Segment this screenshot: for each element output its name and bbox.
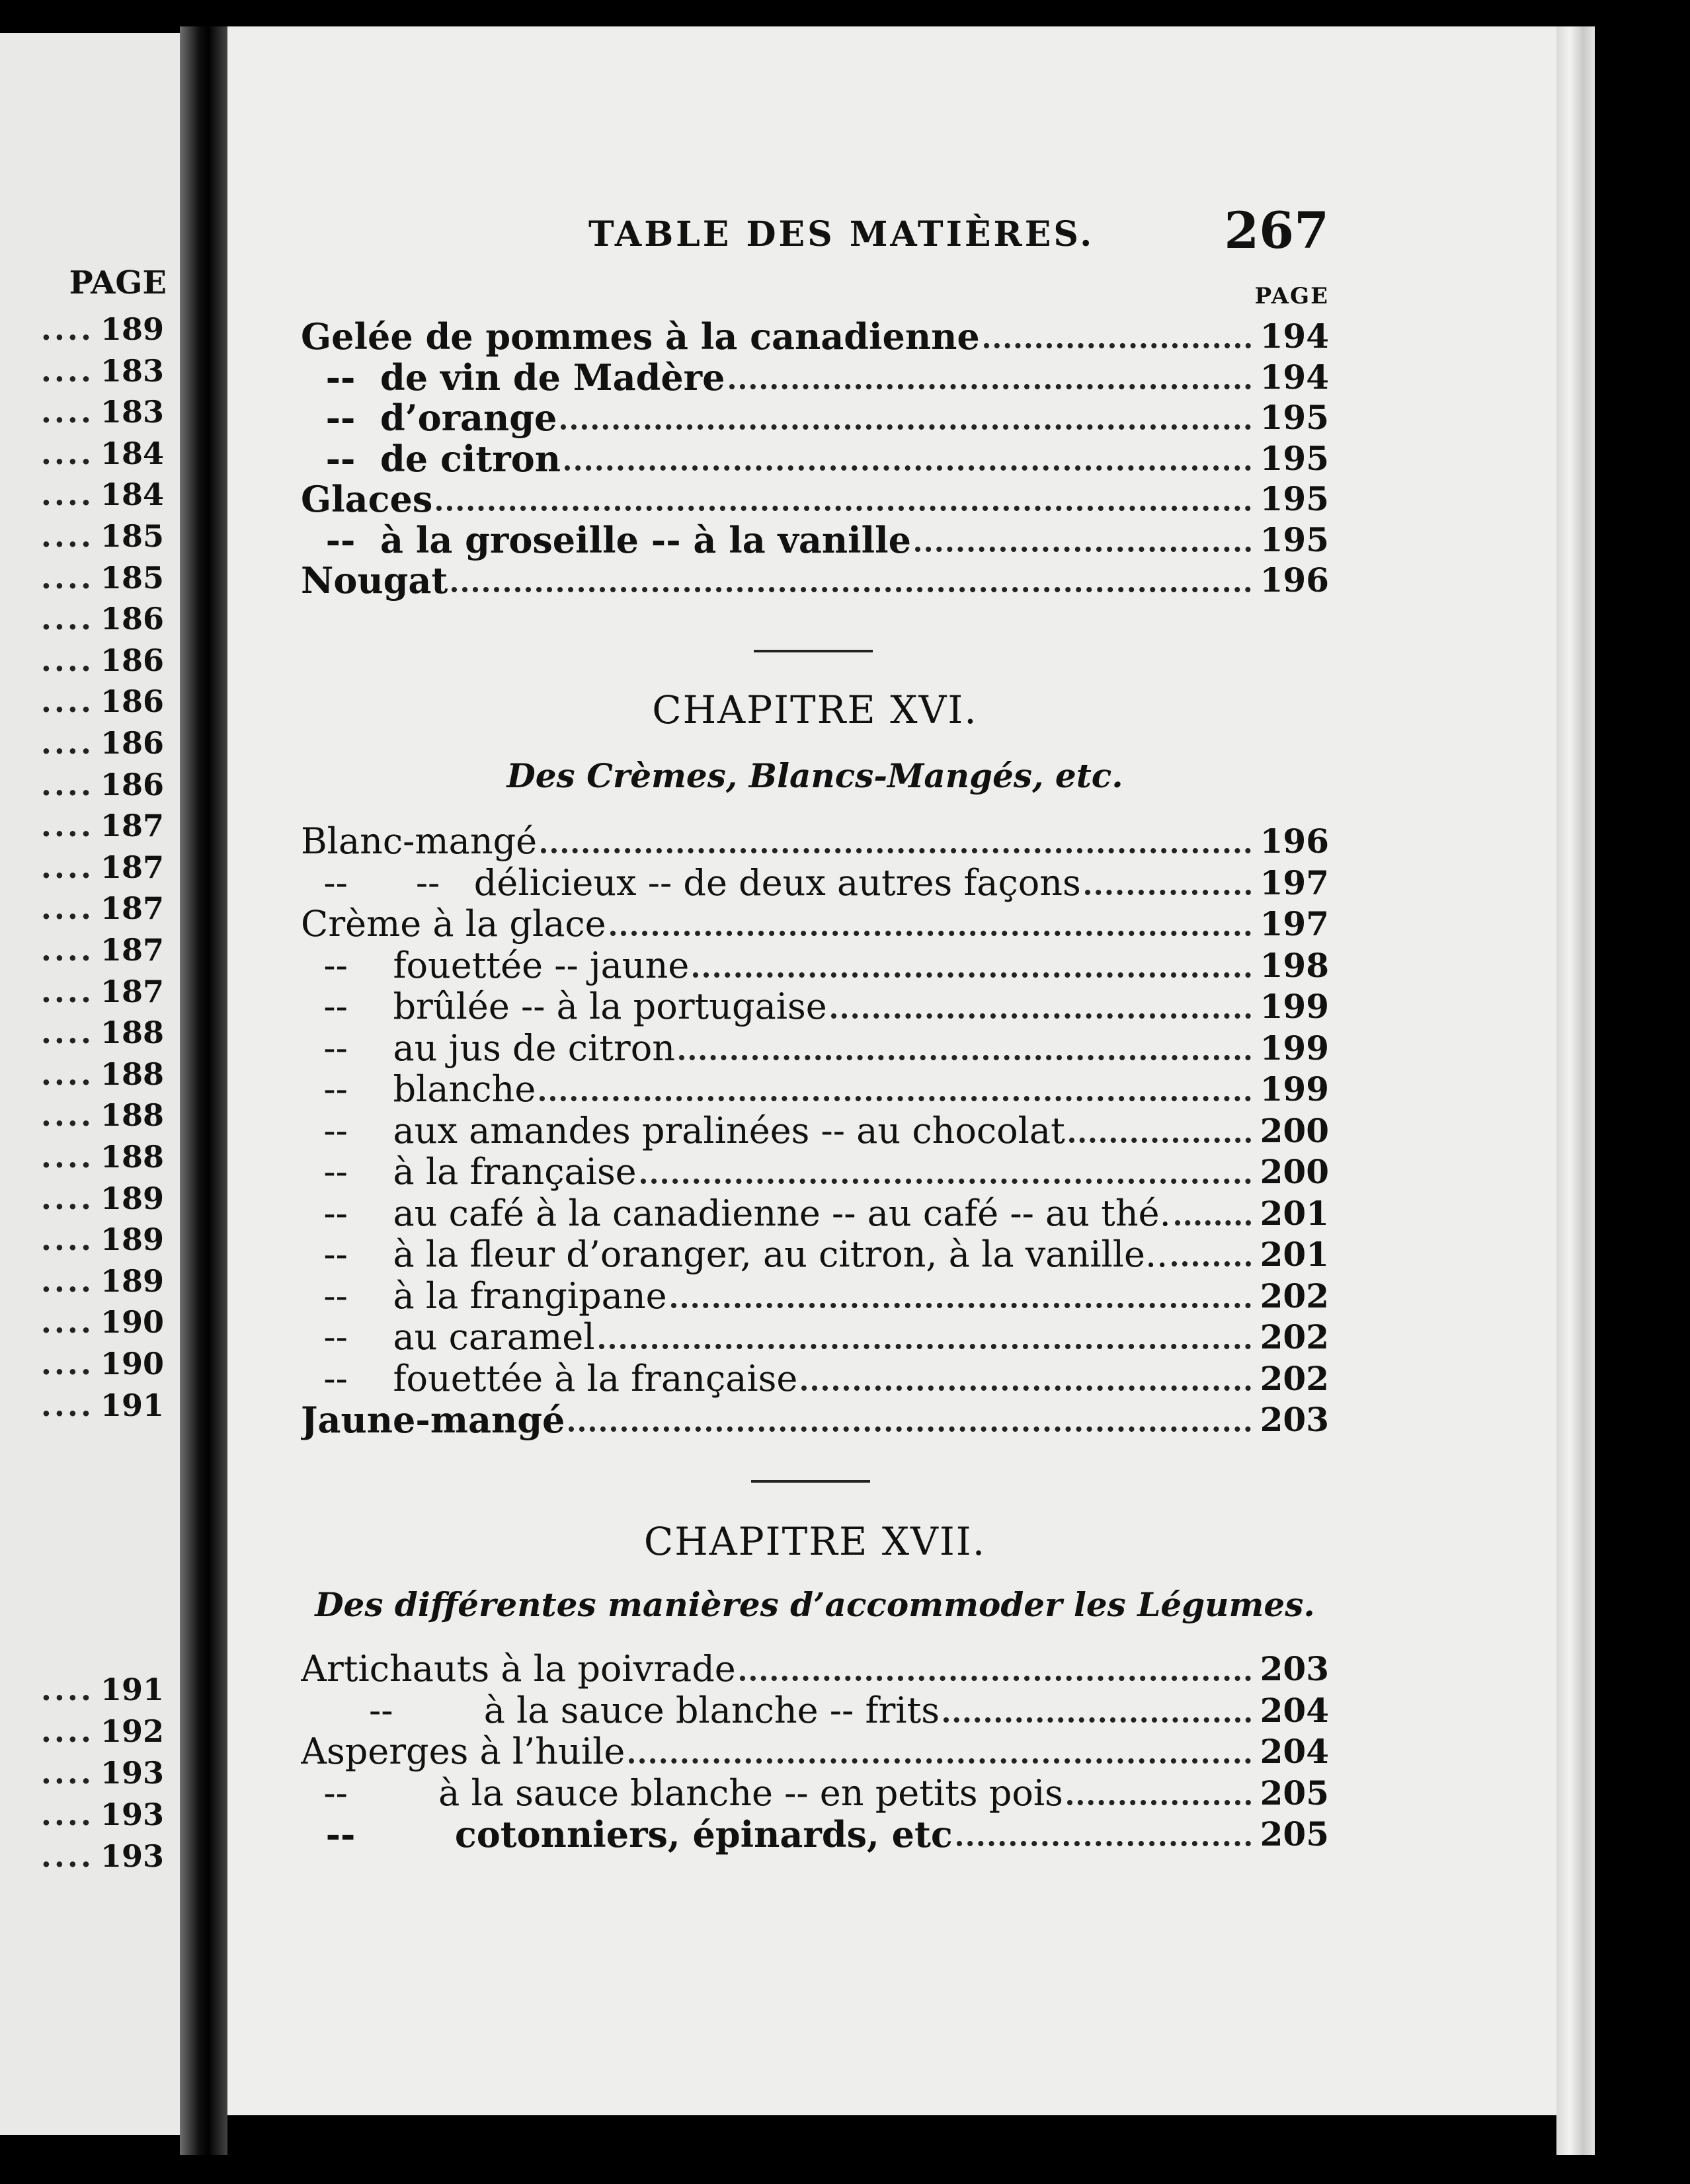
page-number: 267 xyxy=(1224,201,1329,260)
toc-entry-label: -- au caramel xyxy=(301,1317,595,1358)
dot-leader xyxy=(452,587,1250,592)
dot-leader: .... xyxy=(40,1222,94,1258)
toc-entry xyxy=(301,520,1329,561)
toc-entry-label: -- aux amandes pralinées -- au chocolat xyxy=(301,1110,1065,1151)
left-page-number: 186 xyxy=(100,642,164,678)
left-page-entry xyxy=(0,600,164,637)
page-header xyxy=(301,201,1329,274)
chapter-16-subtitle: Des Crèmes, Blancs-Mangés, etc. xyxy=(506,756,1123,795)
toc-entry xyxy=(301,1358,1329,1399)
dot-leader: .... xyxy=(40,477,94,513)
toc-entry-label: -- fouettée -- jaune xyxy=(301,945,690,986)
dot-leader xyxy=(641,1179,1251,1184)
toc-entry xyxy=(301,1649,1329,1690)
left-page-number: 192 xyxy=(100,1713,164,1749)
toc-entry-label: Artichauts à la poivrade xyxy=(301,1649,736,1690)
toc-entry xyxy=(301,479,1329,520)
dot-leader xyxy=(984,343,1251,348)
left-page-entry xyxy=(0,890,164,927)
left-page-number: 193 xyxy=(100,1755,164,1791)
toc-entry-label: -- au jus de citron xyxy=(301,1027,676,1069)
dot-leader xyxy=(679,1055,1251,1060)
toc-entry xyxy=(301,1773,1329,1814)
left-page-entry xyxy=(0,518,164,555)
left-page-entry xyxy=(0,1713,164,1750)
left-page-entry xyxy=(0,1263,164,1300)
left-page-number: 189 xyxy=(100,311,164,347)
toc-entry-label: -- blanche xyxy=(301,1069,536,1110)
dot-leader xyxy=(693,972,1250,978)
chapter-17-subtitle: Des différentes manières d’accommoder les Légumes. xyxy=(315,1585,1315,1624)
toc-entry xyxy=(301,1690,1329,1731)
toc-entry-page: 197 xyxy=(1260,863,1329,902)
dot-leader: .... xyxy=(40,1346,94,1382)
left-page-entry xyxy=(0,1796,164,1833)
dot-leader xyxy=(436,506,1250,511)
dot-leader: .... xyxy=(40,435,94,471)
left-page-number: 186 xyxy=(100,766,164,802)
toc-entry xyxy=(301,904,1329,945)
left-page-number: 186 xyxy=(100,725,164,761)
left-page-entry xyxy=(0,1838,164,1875)
toc-entry-page: 195 xyxy=(1260,438,1329,478)
dot-leader: .... xyxy=(40,311,94,347)
dot-leader: .... xyxy=(40,766,94,802)
dot-leader: .... xyxy=(40,1755,94,1791)
page-edge xyxy=(1556,26,1595,2155)
left-page-entry xyxy=(0,311,164,348)
left-page-number: 188 xyxy=(100,1056,164,1092)
left-page-number: 183 xyxy=(100,394,164,430)
left-facing-page xyxy=(0,33,180,2135)
left-page-entry xyxy=(0,807,164,844)
dot-leader: .... xyxy=(40,1180,94,1216)
dot-leader: .... xyxy=(40,394,94,430)
toc-entry-page: 195 xyxy=(1260,398,1329,437)
dot-leader xyxy=(1175,1220,1251,1226)
toc-entry-label: -- d’orange xyxy=(301,397,557,438)
dot-leader: .... xyxy=(40,1672,94,1707)
dot-leader xyxy=(540,1096,1250,1101)
dot-leader xyxy=(541,848,1251,853)
left-page-entry xyxy=(0,766,164,803)
left-page-entry xyxy=(0,393,164,430)
left-page-number: 191 xyxy=(100,1672,164,1707)
left-page-heading: PAGE xyxy=(69,264,167,301)
toc-entry-label: -- de citron xyxy=(301,438,561,479)
running-head: TABLE DES MATIÈRES. xyxy=(588,214,1095,254)
section-divider xyxy=(751,1480,870,1483)
dot-leader: .... xyxy=(40,932,94,968)
left-page-number: 191 xyxy=(100,1387,164,1423)
dot-leader: .... xyxy=(40,1056,94,1092)
left-page-number: 183 xyxy=(100,352,164,389)
dot-leader: .... xyxy=(40,1263,94,1299)
toc-entry-label: Jaune-mangé xyxy=(301,1399,565,1440)
toc-entry-page: 196 xyxy=(1260,561,1329,600)
left-page-entry xyxy=(0,1097,164,1134)
toc-entry xyxy=(301,863,1329,904)
left-page-entry xyxy=(0,352,164,389)
left-page-entry xyxy=(0,1221,164,1258)
left-page-number: 193 xyxy=(100,1838,164,1874)
left-page-number: 187 xyxy=(100,808,164,844)
dot-leader: .... xyxy=(40,518,94,554)
toc-entry xyxy=(301,1276,1329,1317)
toc-entry-page: 195 xyxy=(1260,520,1329,559)
toc-entry-label: Asperges à l’huile xyxy=(301,1731,625,1772)
toc-entry-page: 205 xyxy=(1260,1814,1329,1853)
left-page-number: 190 xyxy=(100,1346,164,1382)
dot-leader: .... xyxy=(40,1304,94,1341)
left-page-number: 184 xyxy=(100,435,164,471)
dot-leader xyxy=(610,931,1251,936)
toc-entry xyxy=(301,1069,1329,1110)
toc-entry-page: 195 xyxy=(1260,479,1329,518)
left-page-number: 189 xyxy=(100,1263,164,1299)
dot-leader xyxy=(561,424,1250,430)
dot-leader xyxy=(599,1344,1251,1349)
toc-entry-label: -- à la sauce blanche -- frits xyxy=(301,1690,940,1731)
dot-leader xyxy=(629,1758,1250,1764)
dot-leader: .... xyxy=(40,973,94,1009)
toc-entry xyxy=(301,357,1329,398)
toc-entry-label: Gelée de pommes à la canadienne xyxy=(301,316,980,357)
toc-entry-page: 200 xyxy=(1260,1111,1329,1150)
dot-leader: .... xyxy=(40,849,94,885)
left-page-number: 188 xyxy=(100,1097,164,1134)
dot-leader xyxy=(944,1717,1251,1723)
left-page-number: 188 xyxy=(100,1139,164,1175)
left-page-entry xyxy=(0,559,164,596)
left-page-number: 187 xyxy=(100,932,164,968)
book-gutter xyxy=(180,26,227,2155)
dot-leader xyxy=(729,384,1251,389)
toc-entry xyxy=(301,1111,1329,1151)
dot-leader: .... xyxy=(40,559,94,596)
chapter-16-title: CHAPITRE XVI. xyxy=(652,687,978,732)
dot-leader: .... xyxy=(40,1838,94,1874)
toc-entry-label: -- à la fleur d’oranger, au citron, à la vanille.. xyxy=(301,1234,1168,1275)
left-page-entry xyxy=(0,724,164,761)
toc-entry xyxy=(301,1151,1329,1192)
toc-entry xyxy=(301,1399,1329,1440)
dot-leader: .... xyxy=(40,683,94,720)
dot-leader xyxy=(569,1426,1250,1432)
dot-leader: .... xyxy=(40,642,94,678)
left-page-entry xyxy=(0,1138,164,1175)
left-page-number: 185 xyxy=(100,559,164,596)
toc-entry-label: -- à la française xyxy=(301,1151,637,1192)
dot-leader: .... xyxy=(40,352,94,389)
toc-entry-page: 200 xyxy=(1260,1152,1329,1191)
left-page-entry xyxy=(0,1671,164,1708)
left-page-entry xyxy=(0,476,164,513)
left-page-number: 187 xyxy=(100,890,164,927)
left-page-number: 189 xyxy=(100,1180,164,1216)
toc-entry-label: -- au café à la canadienne -- au café -- au thé. xyxy=(301,1192,1171,1234)
page-column-label: PAGE xyxy=(1254,283,1329,309)
dot-leader xyxy=(915,547,1251,552)
dot-leader: .... xyxy=(40,1139,94,1175)
toc-entry-page: 203 xyxy=(1260,1400,1329,1439)
toc-entry-label: -- à la sauce blanche -- en petits pois xyxy=(301,1772,1063,1814)
left-page-entry xyxy=(0,1180,164,1217)
toc-entry xyxy=(301,560,1329,601)
toc-entry-label: -- fouettée à la française xyxy=(301,1358,798,1399)
dot-leader xyxy=(1172,1261,1250,1267)
left-page-entry xyxy=(0,1754,164,1791)
toc-entry-page: 199 xyxy=(1260,1070,1329,1109)
left-page-entry xyxy=(0,1387,164,1424)
left-page-number: 186 xyxy=(100,601,164,637)
toc-entry-label: -- brûlée -- à la portugaise xyxy=(301,986,827,1027)
toc-entry xyxy=(301,1234,1329,1275)
toc-entry-page: 202 xyxy=(1260,1276,1329,1315)
toc-entry-label: Blanc-mangé xyxy=(301,821,538,862)
toc-entry-label: -- -- délicieux -- de deux autres façons xyxy=(301,862,1081,904)
toc-entry-page: 199 xyxy=(1260,987,1329,1026)
dot-leader: .... xyxy=(40,725,94,761)
toc-entry-page: 204 xyxy=(1260,1690,1329,1730)
left-page-entry xyxy=(0,642,164,679)
toc-entry xyxy=(301,1731,1329,1772)
toc-entry-label: Glaces xyxy=(301,479,433,520)
toc-entry-page: 194 xyxy=(1260,317,1329,356)
section-divider xyxy=(754,650,873,652)
toc-entry-page: 201 xyxy=(1260,1193,1329,1233)
dot-leader: .... xyxy=(40,808,94,844)
toc-entry-label: Crème à la glace xyxy=(301,904,606,945)
left-page-number: 187 xyxy=(100,849,164,885)
left-page-number: 190 xyxy=(100,1304,164,1341)
left-page-number: 187 xyxy=(100,973,164,1009)
dot-leader xyxy=(957,1841,1251,1846)
dot-leader xyxy=(671,1303,1251,1308)
dot-leader xyxy=(831,1013,1251,1019)
toc-entry xyxy=(301,945,1329,986)
toc-entry-page: 198 xyxy=(1260,945,1329,985)
dot-leader: .... xyxy=(40,1387,94,1423)
toc-entry xyxy=(301,1814,1329,1855)
left-page-number: 188 xyxy=(100,1015,164,1051)
toc-entry-label: Nougat xyxy=(301,560,448,601)
toc-entry-page: 203 xyxy=(1260,1649,1329,1688)
toc-entry-page: 199 xyxy=(1260,1028,1329,1068)
left-page-number: 189 xyxy=(100,1222,164,1258)
toc-entry-page: 197 xyxy=(1260,904,1329,943)
left-page-entry xyxy=(0,1345,164,1382)
left-page-number: 193 xyxy=(100,1797,164,1832)
left-page-number: 184 xyxy=(100,477,164,513)
toc-entry xyxy=(301,438,1329,479)
toc-entry-page: 202 xyxy=(1260,1317,1329,1356)
toc-entry-page: 194 xyxy=(1260,357,1329,397)
toc-entry-page: 202 xyxy=(1260,1358,1329,1398)
left-page-entry xyxy=(0,849,164,886)
toc-entry xyxy=(301,1028,1329,1069)
dot-leader xyxy=(740,1676,1251,1681)
dot-leader: .... xyxy=(40,1097,94,1134)
toc-entry xyxy=(301,316,1329,357)
left-page-entry xyxy=(0,1304,164,1341)
toc-entry-label: -- à la groseille -- à la vanille xyxy=(301,519,912,561)
toc-entry xyxy=(301,986,1329,1027)
toc-entry xyxy=(301,397,1329,438)
dot-leader xyxy=(1067,1800,1251,1805)
toc-entry xyxy=(301,1193,1329,1234)
toc-entry xyxy=(301,821,1329,862)
left-page-entry xyxy=(0,1014,164,1051)
dot-leader: .... xyxy=(40,601,94,637)
left-page-entry xyxy=(0,931,164,968)
toc-entry-label: -- à la frangipane xyxy=(301,1275,667,1317)
dot-leader: .... xyxy=(40,890,94,927)
dot-leader xyxy=(801,1385,1250,1391)
dot-leader xyxy=(1085,890,1251,895)
chapter-17-title: CHAPITRE XVII. xyxy=(643,1519,986,1564)
left-page-number: 185 xyxy=(100,518,164,554)
left-page-entry xyxy=(0,1056,164,1093)
toc-entry-page: 201 xyxy=(1260,1235,1329,1274)
dot-leader: .... xyxy=(40,1713,94,1749)
left-page-entry xyxy=(0,683,164,720)
toc-entry xyxy=(301,1317,1329,1358)
left-page-entry xyxy=(0,435,164,472)
dot-leader: .... xyxy=(40,1015,94,1051)
left-page-number: 186 xyxy=(100,683,164,720)
toc-entry-page: 196 xyxy=(1260,822,1329,861)
dot-leader xyxy=(565,465,1251,471)
toc-entry-label: -- de vin de Madère xyxy=(301,356,725,398)
toc-entry-page: 205 xyxy=(1260,1773,1329,1813)
left-page-entry xyxy=(0,973,164,1010)
toc-entry-label: -- cotonniers, épinards, etc xyxy=(301,1814,953,1855)
dot-leader: .... xyxy=(40,1797,94,1832)
dot-leader xyxy=(1069,1138,1251,1143)
toc-entry-page: 204 xyxy=(1260,1732,1329,1771)
